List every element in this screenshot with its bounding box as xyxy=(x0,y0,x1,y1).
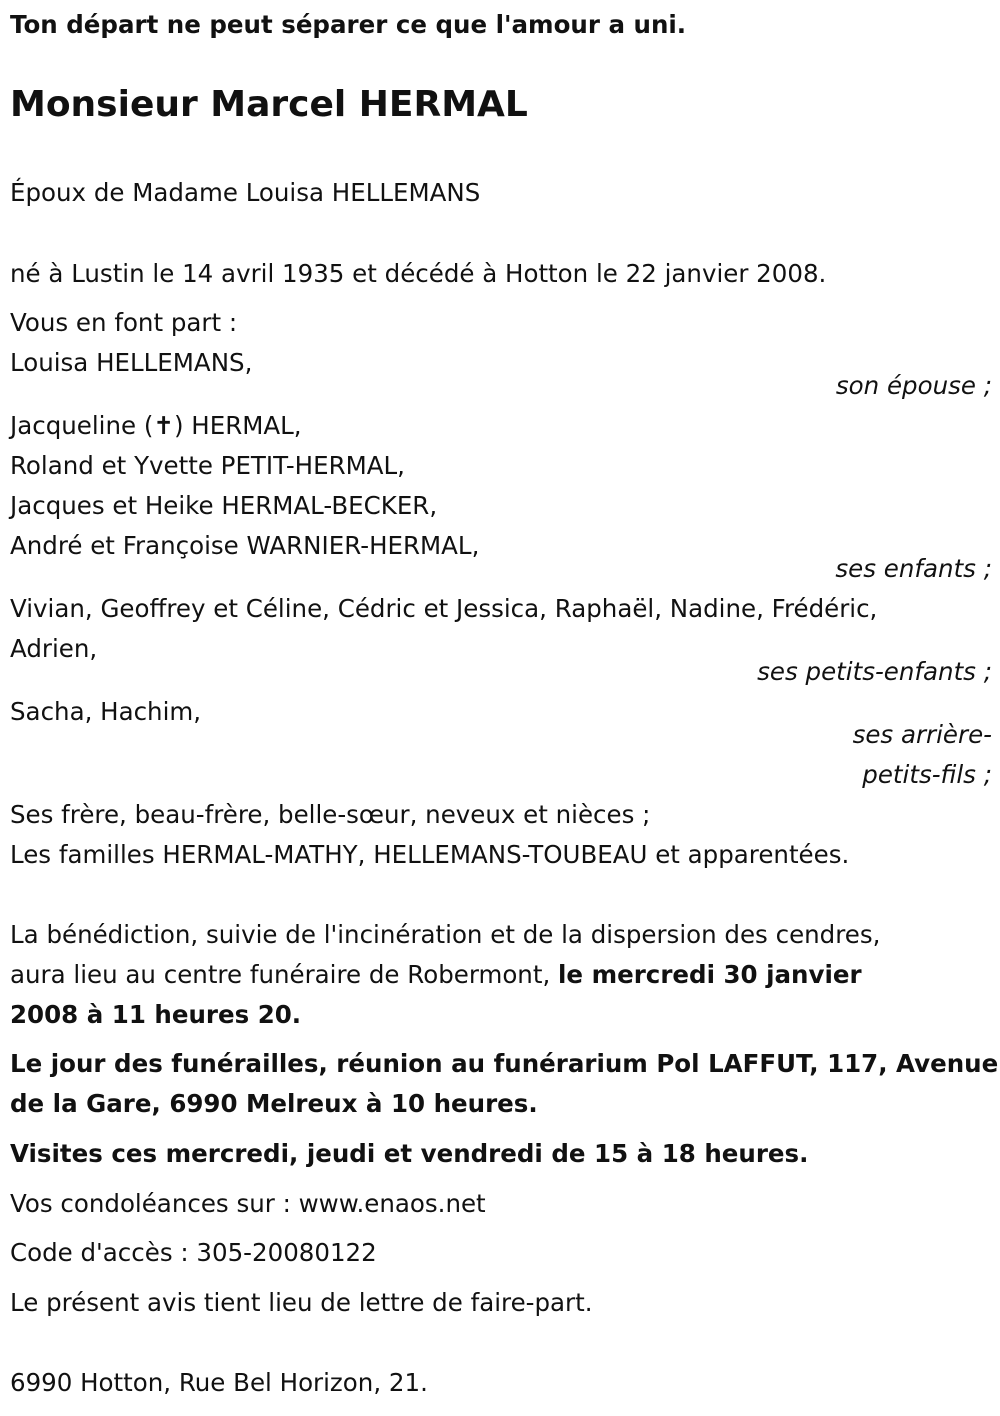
spouse-role: son épouse ; xyxy=(835,371,992,400)
notice-line: Le présent avis tient lieu de lettre de faire-part. xyxy=(10,1288,593,1317)
condolences-line: Vos condoléances sur : www.enaos.net xyxy=(10,1189,486,1218)
child-2: Roland et Yvette PETIT-HERMAL, xyxy=(10,451,405,480)
child-1: Jacqueline (✝) HERMAL, xyxy=(10,411,302,440)
visits-line: Visites ces mercredi, jeudi et vendredi de 15 à 18 heures. xyxy=(10,1139,809,1168)
great-grandchildren-role-1: ses arrière- xyxy=(852,720,992,749)
gathering-line-2: de la Gare, 6990 Melreux à 10 heures. xyxy=(10,1089,538,1118)
children-role: ses enfants ; xyxy=(835,554,992,583)
child-4: André et Françoise WARNIER-HERMAL, xyxy=(10,531,480,560)
grandchildren-role: ses petits-enfants ; xyxy=(757,657,992,686)
deceased-name: Monsieur Marcel HERMAL xyxy=(10,84,528,125)
ceremony-place: aura lieu au centre funéraire de Robermont, xyxy=(10,960,559,989)
spouse-line: Époux de Madame Louisa HELLEMANS xyxy=(10,178,481,207)
spouse-name: Louisa HELLEMANS, xyxy=(10,348,253,377)
epitaph-quote: Ton départ ne peut séparer ce que l'amour a uni. xyxy=(10,10,687,39)
ceremony-line-2 xyxy=(10,955,862,995)
birth-death-line: né à Lustin le 14 avril 1935 et décédé à Hotton le 22 janvier 2008. xyxy=(10,259,827,288)
family-line-1: Ses frère, beau-frère, belle-sœur, neveux et nièces ; xyxy=(10,800,651,829)
child-3: Jacques et Heike HERMAL-BECKER, xyxy=(10,491,438,520)
great-grandchildren-role-2: petits-fils ; xyxy=(862,760,992,789)
family-line-2: Les familles HERMAL-MATHY, HELLEMANS-TOUBEAU et apparentées. xyxy=(10,840,850,869)
gathering-line-1: Le jour des funérailles, réunion au funérarium Pol LAFFUT, 117, Avenue xyxy=(10,1049,999,1078)
ceremony-line-1: La bénédiction, suivie de l'incinération et de la dispersion des cendres, xyxy=(10,920,881,949)
ceremony-time: 2008 à 11 heures 20. xyxy=(10,1000,302,1029)
address-line: 6990 Hotton, Rue Bel Horizon, 21. xyxy=(10,1368,428,1397)
ceremony-date: le mercredi 30 janvier xyxy=(558,960,862,989)
great-grandchildren: Sacha, Hachim, xyxy=(10,697,202,726)
announce-intro: Vous en font part : xyxy=(10,308,238,337)
grandchildren-line-2: Adrien, xyxy=(10,634,98,663)
grandchildren-line-1: Vivian, Geoffrey et Céline, Cédric et Jessica, Raphaël, Nadine, Frédéric, xyxy=(10,594,878,623)
access-code-line: Code d'accès : 305-20080122 xyxy=(10,1238,377,1267)
